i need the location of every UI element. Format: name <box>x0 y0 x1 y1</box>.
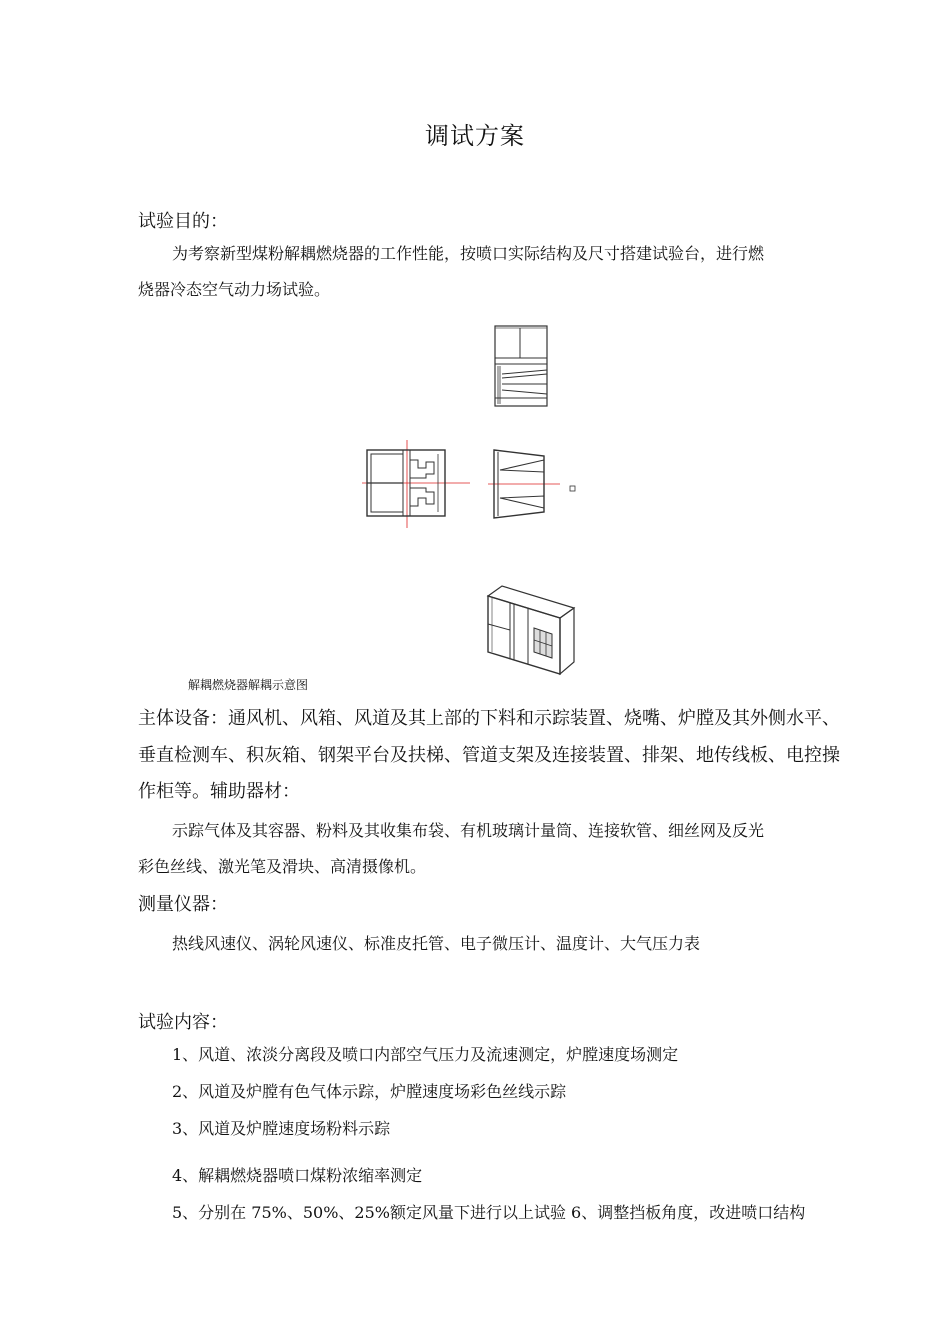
burner-isometric-drawing <box>482 582 582 678</box>
content-item: 2、风道及炉膛有色气体示踪，炉膛速度场彩色丝线示踪 <box>172 1082 567 1101</box>
burner-top-view-drawing <box>492 322 552 410</box>
content-heading: 试验内容： <box>138 1012 228 1033</box>
equipment-text-line-2: 垂直检测车、积灰箱、钢架平台及扶梯、管道支架及连接装置、排架、地传线板、电控操 <box>138 745 840 766</box>
content-item: 4、解耦燃烧器喷口煤粉浓缩率测定 <box>172 1166 423 1185</box>
auxiliary-text-line-1: 示踪气体及其容器、粉料及其收集布袋、有机玻璃计量筒、连接软管、细丝网及反光 <box>172 821 765 840</box>
purpose-heading: 试验目的： <box>138 211 228 232</box>
content-item: 5、分别在 75%、50%、25%额定风量下进行以上试验 6、调整挡板角度，改进喷口结构 <box>172 1203 806 1222</box>
content-item: 1、风道、浓淡分离段及喷口内部空气压力及流速测定，炉膛速度场测定 <box>172 1045 679 1064</box>
instruments-text: 热线风速仪、涡轮风速仪、标准皮托管、电子微压计、温度计、大气压力表 <box>172 934 701 953</box>
content-item: 3、风道及炉膛速度场粉料示踪 <box>172 1119 391 1138</box>
page-title: 调试方案 <box>425 122 525 150</box>
equipment-text-line-3: 作柜等。辅助器材： <box>138 781 300 802</box>
instruments-heading: 测量仪器： <box>138 894 228 915</box>
purpose-text-line-1: 为考察新型煤粉解耦燃烧器的工作性能，按喷口实际结构及尺寸搭建试验台，进行燃 <box>172 244 765 263</box>
figure-caption: 解耦燃烧器解耦示意图 <box>188 678 309 692</box>
auxiliary-text-line-2: 彩色丝线、激光笔及滑块、高清摄像机。 <box>138 857 427 876</box>
equipment-text-line-1: 主体设备：通风机、风箱、风道及其上部的下料和示踪装置、烧嘴、炉膛及其外侧水平、 <box>138 708 840 729</box>
burner-front-view-drawing <box>362 440 470 528</box>
burner-side-view-drawing <box>488 446 580 522</box>
purpose-text-line-2: 烧器冷态空气动力场试验。 <box>138 280 331 299</box>
